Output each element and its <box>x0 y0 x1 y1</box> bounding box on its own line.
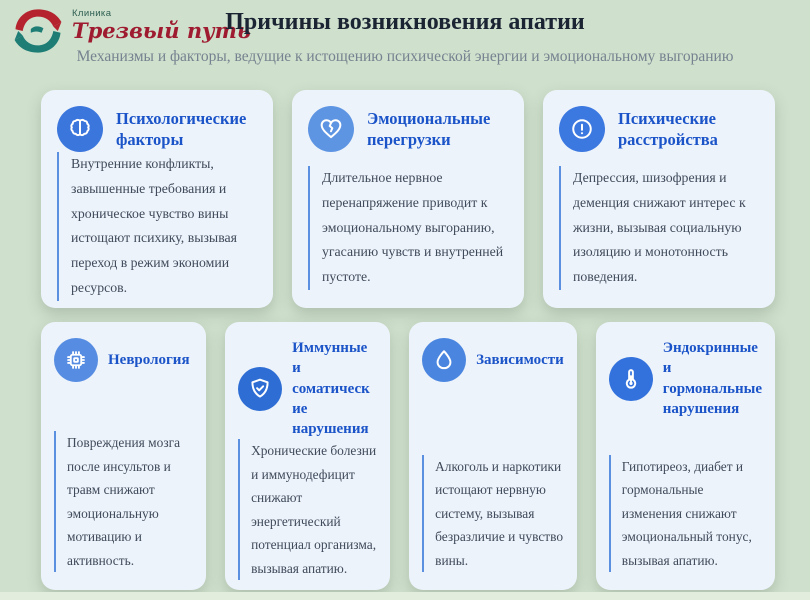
card-header <box>238 338 377 439</box>
card-title: Эндокринные и гормональные нарушения <box>662 340 762 417</box>
bottom-section-strip <box>0 592 810 600</box>
card-title: Психологические факторы <box>116 108 247 149</box>
logo-clinic-label: Клиника <box>72 8 112 19</box>
shield-check-icon <box>238 367 282 411</box>
card-endocrine-hormonal <box>596 322 775 590</box>
page-title: Причины возникновения апатии <box>225 9 585 35</box>
card-text: Хронические болезни и иммунодефицит снижают энергетический потенциал организма, вызывая апатию. <box>238 439 377 580</box>
chip-icon <box>54 338 98 382</box>
card-text: Алкоголь и наркотики истощают нервную систему, вызывая безразличие и чувство вины. <box>422 455 564 572</box>
card-neurology <box>41 322 206 590</box>
card-text: Длительное нервное перенапряжение приводит к эмоциональному выгоранию, угасанию чувств и внутренней пустоте. <box>308 166 508 290</box>
card-title: Неврология <box>108 351 190 368</box>
alert-icon <box>559 106 605 152</box>
card-text: Повреждения мозга после инсультов и травм снижают эмоциональную мотивацию и активность. <box>54 431 193 572</box>
card-header <box>308 106 508 152</box>
brain-icon <box>57 106 103 152</box>
card-header <box>57 106 257 152</box>
cards-row-1 <box>41 90 775 308</box>
broken-heart-icon <box>308 106 354 152</box>
page-subtitle: Механизмы и факторы, ведущие к истощению психической энергии и эмоциональному выгоранию <box>76 48 734 65</box>
thermometer-icon <box>609 357 653 401</box>
card-header <box>54 338 193 382</box>
card-psychological-factors <box>41 90 273 308</box>
card-text: Гипотиреоз, диабет и гормональные изменения снижают эмоциональный тонус, вызывая апатию. <box>609 455 762 572</box>
card-mental-disorders <box>543 90 775 308</box>
cards-container <box>41 90 775 590</box>
card-header <box>609 338 762 419</box>
cards-row-2 <box>41 322 775 590</box>
card-title: Психические расстройства <box>618 108 718 149</box>
card-title: Эмоциональные перегрузки <box>367 108 491 149</box>
card-header <box>559 106 759 152</box>
card-emotional-overload <box>292 90 524 308</box>
card-addictions <box>409 322 577 590</box>
logo-clinic-name: Трезвый путь <box>72 18 251 43</box>
drop-icon <box>422 338 466 382</box>
card-immune-somatic <box>225 322 390 590</box>
card-title: Иммунные и соматические нарушения <box>292 340 370 437</box>
card-text: Внутренние конфликты, завышенные требования и хроническое чувство вины истощают психику, вызывая переход в режим экономии ресурсов. <box>57 152 257 301</box>
card-header <box>422 338 564 382</box>
card-text: Депрессия, шизофрения и деменция снижают интерес к жизни, вызывая социальную изоляцию и монотонность поведения. <box>559 166 759 290</box>
card-title: Зависимости <box>476 351 564 368</box>
